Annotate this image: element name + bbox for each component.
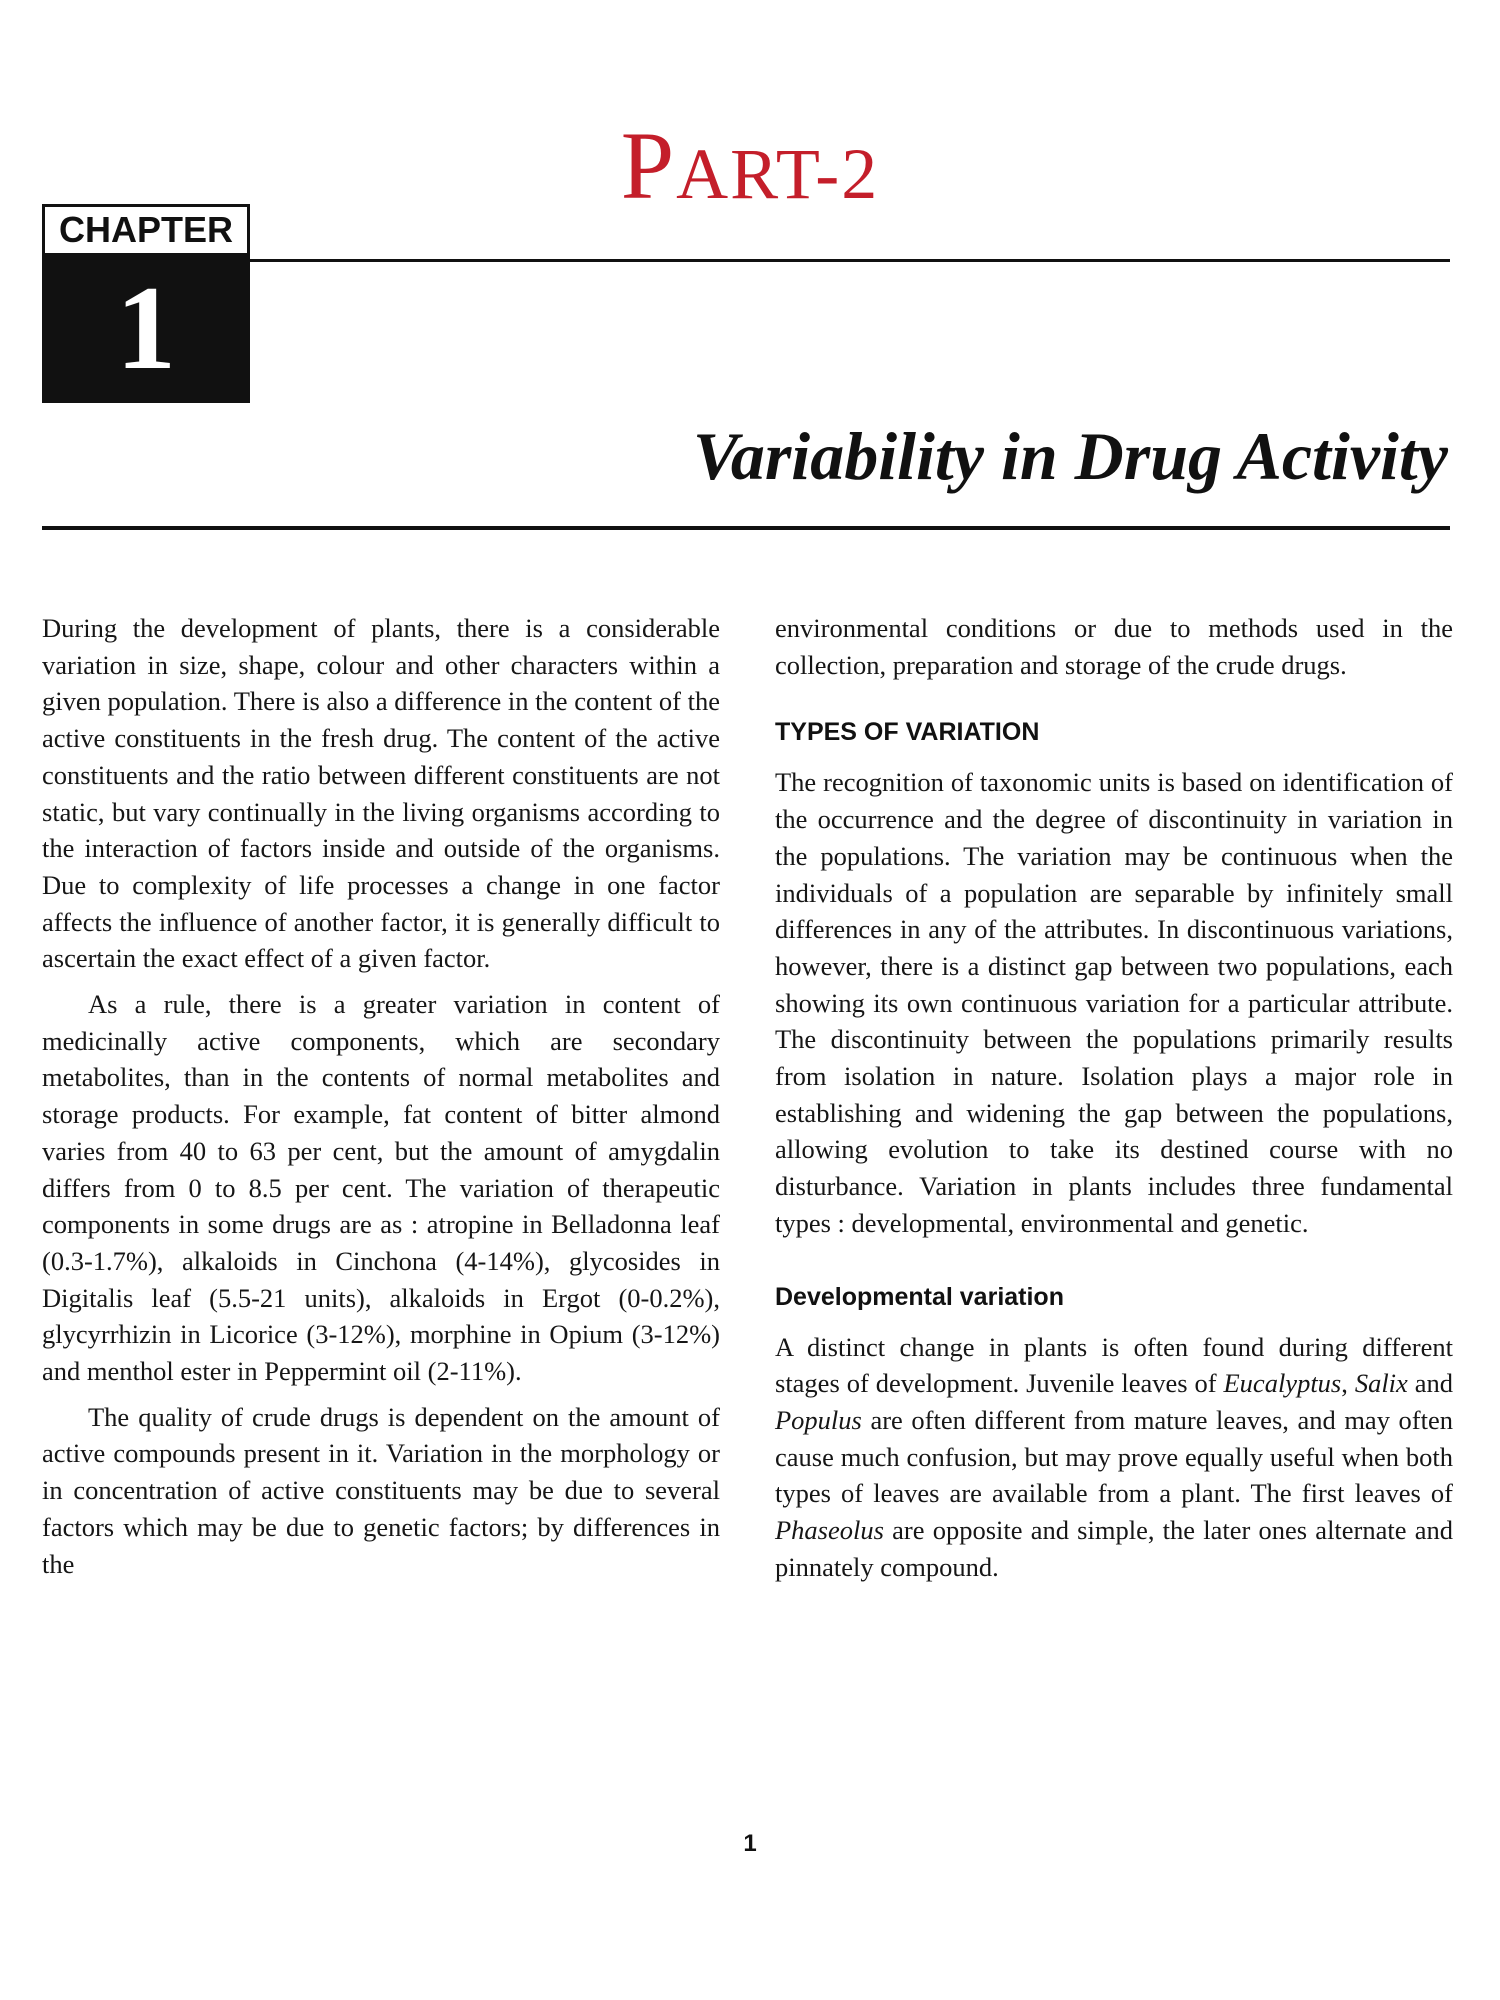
right-column (775, 610, 1453, 1585)
species-eucalyptus: Eucalyptus (1223, 1368, 1342, 1399)
text-segment: are often different from mature leaves, and may often cause much confusion, but may prove equally useful when both types of leaves are available from a plant. The first leaves of (775, 1404, 1453, 1509)
paragraph-developmental (775, 1329, 1453, 1586)
text-segment: A distinct change in plants is often found during different stages of development. Juvenile leaves of (775, 1331, 1453, 1399)
part-title-rest: ART-2 (676, 134, 880, 214)
heading-developmental-variation: Developmental variation (775, 1282, 1064, 1311)
title-rule (42, 526, 1450, 530)
species-populus: Populus (775, 1404, 862, 1435)
chapter-number: 1 (42, 253, 250, 403)
chapter-title: Variability in Drug Activity (693, 418, 1448, 494)
paragraph-intro: During the development of plants, there is a considerable variation in size, shape, colour and other characters within a given population. There is also a difference in the content of the active constituents in the fresh drug. The content of the active constituents and the ratio between different constituents are not static, but vary continually in the living organisms according to the interaction of factors inside and outside of the organisms. Due to complexity of life processes a change in one factor affects the influence of another factor, it is generally difficult to ascertain the exact effect of a given factor. (42, 613, 720, 974)
paragraph-variation-rule: As a rule, there is a greater variation in content of medicinally active components, which are secondary metabolites, than in the contents of normal metabolites and storage products. For example, fat content of bitter almond varies from 40 to 63 per cent, but the amount of amygdalin differs from 0 to 8.5 per cent. The variation of therapeutic components in some drugs are as : atropine in Belladonna leaf (0.3-1.7%), alkaloids in Cinchona (4-14%), glycosides in Digitalis leaf (5.5-21 units), alkaloids in Ergot (0-0.2%), glycyrrhizin in Licorice (3-12%), morphine in Opium (3-12%) and menthol ester in Peppermint oil (2-11%). (42, 989, 720, 1387)
text-segment: and (1407, 1368, 1454, 1399)
paragraph-types: The recognition of taxonomic units is based on identification of the occurrence and the degree of discontinuity in variation in the populations. The variation may be continuous when the individuals of a population are separable by infinitely small differences in any of the attributes. In discontinuous variations, however, there is a distinct gap between two populations, each showing its own continuous variation for a particular attribute. The discontinuity between the populations primarily results from isolation in nature. Isolation plays a major role in establishing and widening the gap between the populations, allowing evolution to take its destined course with no disturbance. Variation in plants includes three fundamental types : developmental, environmental and genetic. (775, 767, 1453, 1238)
top-rule (250, 259, 1450, 262)
part-title (0, 112, 1500, 219)
species-salix: Salix (1354, 1368, 1408, 1399)
species-phaseolus: Phaseolus (775, 1515, 884, 1546)
heading-types-of-variation: TYPES OF VARIATION (775, 718, 1040, 747)
chapter-box (42, 204, 250, 403)
chapter-label: CHAPTER (42, 204, 250, 253)
paragraph-quality: The quality of crude drugs is dependent on the amount of active compounds present in it. Variation in the morphology or in concentration of active constituents may be due to several factors which may be due to genetic factors; by differences in the (42, 1401, 720, 1579)
text-segment: , (1341, 1368, 1355, 1399)
page-number: 1 (743, 1830, 757, 1857)
text-segment: are opposite and simple, the later ones alternate and pinnately compound. (775, 1515, 1453, 1582)
part-title-initial: P (620, 112, 677, 219)
left-column (42, 610, 720, 1582)
paragraph-continuation: environmental conditions or due to methods used in the collection, preparation and storage of the crude drugs. (775, 613, 1453, 680)
